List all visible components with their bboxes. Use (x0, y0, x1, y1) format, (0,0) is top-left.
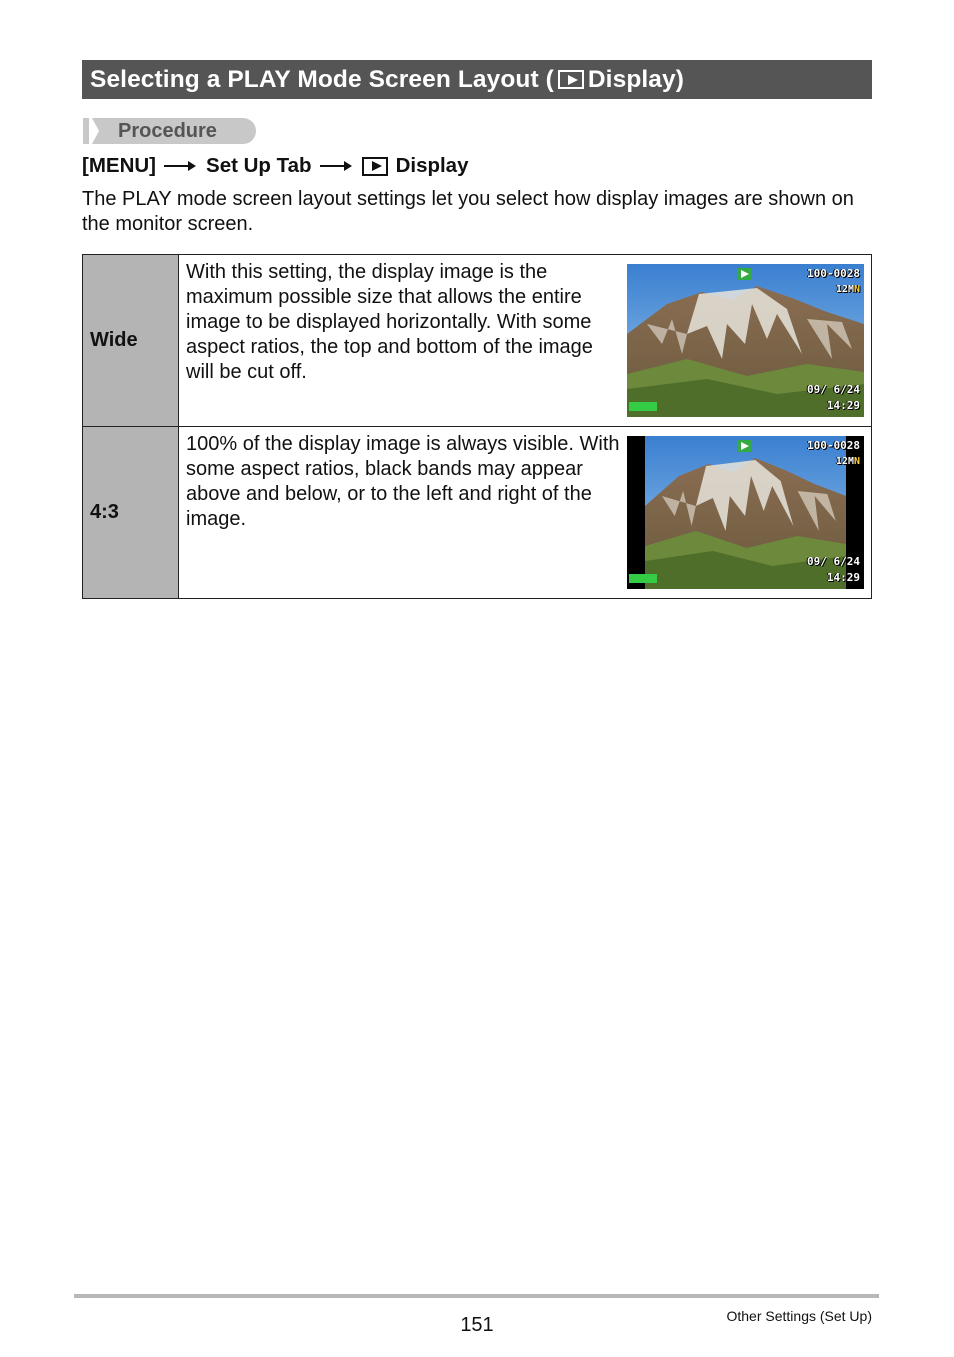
43-screen-preview (627, 436, 864, 589)
image-size-text: 12M (835, 456, 854, 467)
setting-description-cell (179, 427, 872, 599)
setting-description: With this setting, the display image is the maximum possible size that allows the entire image to be displayed horizontally. With some aspect ratios, the top and bottom of the image will be cut off. (186, 261, 593, 383)
file-number: 100-0028 (807, 267, 860, 280)
table-row (83, 255, 872, 427)
arrow-right-icon (320, 160, 354, 172)
page-number: 151 (460, 1314, 494, 1336)
quality-text: N (853, 456, 860, 467)
display-setting-label: Display (395, 154, 469, 177)
wide-screen-preview (627, 264, 864, 417)
setting-description-cell (179, 255, 872, 427)
section-title-suffix: Display) (587, 65, 684, 93)
date-readout: 09/ 6/24 (807, 383, 860, 396)
date-readout: 09/ 6/24 (807, 555, 860, 568)
table-row (83, 427, 872, 599)
section-title-text: Selecting a PLAY Mode Screen Layout ( (90, 65, 554, 93)
file-number: 100-0028 (807, 439, 860, 452)
procedure-label: Procedure (118, 120, 217, 142)
section-title-bar (82, 60, 872, 99)
footer-divider (74, 1294, 879, 1298)
procedure-badge (83, 118, 256, 144)
setting-description: 100% of the display image is always visible. With some aspect ratios, black bands may appear above and below, or to the left and right of the image. (186, 433, 620, 530)
play-display-icon (558, 70, 584, 89)
intro-paragraph: The PLAY mode screen layout settings let you select how display images are shown on the monitor screen. (82, 188, 854, 235)
setting-label-wide: Wide (83, 255, 179, 427)
layout-settings-table (82, 254, 872, 599)
arrow-right-icon (164, 160, 198, 172)
image-size-text: 12M (835, 284, 854, 295)
quality-text: N (853, 284, 860, 295)
image-size-quality-icon (836, 456, 860, 467)
time-readout: 14:29 (826, 571, 860, 584)
setting-label-43: 4:3 (83, 427, 179, 599)
footer-section-name: Other Settings (Set Up) (726, 1308, 872, 1324)
menu-key: [MENU] (82, 154, 157, 177)
setup-tab-label: Set Up Tab (206, 154, 312, 177)
menu-path (82, 154, 468, 178)
time-readout: 14:29 (826, 399, 860, 412)
play-display-icon (362, 157, 388, 176)
image-size-quality-icon (836, 284, 860, 295)
